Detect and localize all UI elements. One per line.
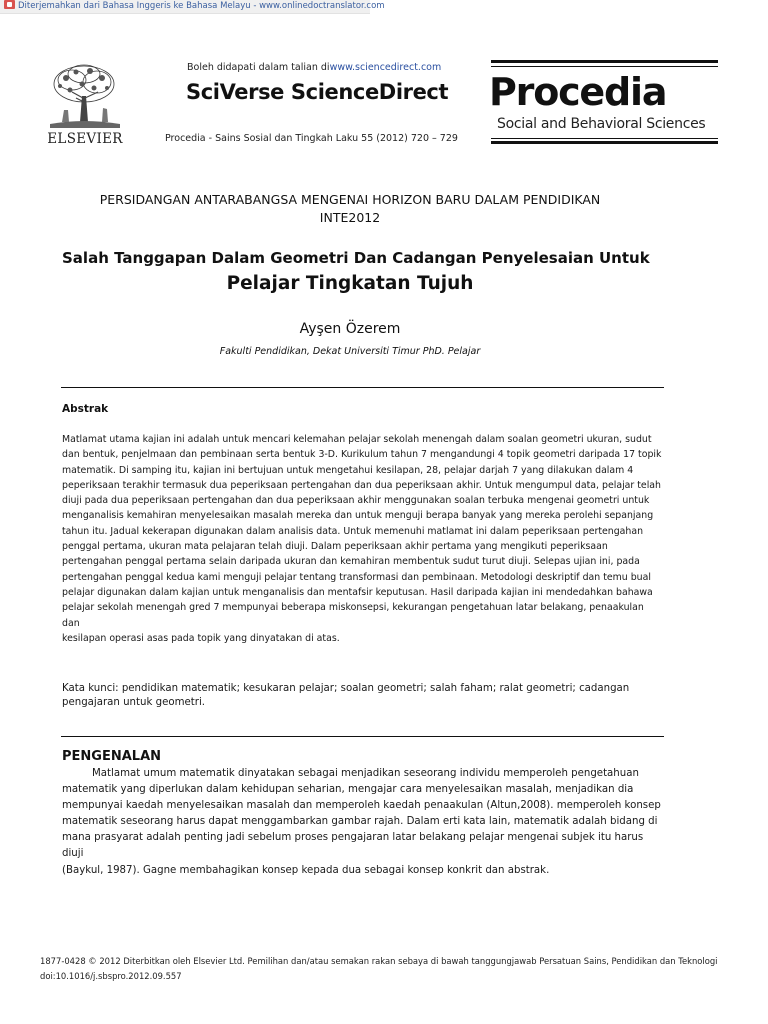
procedia-bottom-rule-thin — [491, 138, 718, 139]
procedia-top-rule-thin — [491, 66, 718, 67]
elsevier-wordmark: ELSEVIER — [47, 131, 123, 147]
introduction-heading: PENGENALAN — [62, 749, 162, 764]
abstract-line: pertengahan penggal pertama selain daripada ukuran dan kemahiran membentuk sudut turut diuji. Selepas ujian ini, pada — [62, 556, 640, 568]
abstract-line: peperiksaan terakhir termasuk dua peperiksaan pertengahan dan dua peperiksaan akhir. Untuk mengumpul data, pelajar telah — [62, 479, 661, 491]
sciverse-logo: SciVerse ScienceDirect — [186, 80, 449, 104]
abstract-line: pertengahan penggal kedua kami menguji pelajar tentang transformasi dan pembinaan. Metodologi deskriptif dan temu bual — [62, 571, 651, 583]
divider-bottom — [61, 736, 664, 737]
introduction-line: mempunyai kaedah menyelesaikan masalah dan memperoleh kaedah penaakulan (Altun,2008). memperoleh konsep — [62, 800, 661, 812]
introduction-line-first: Matlamat umum matematik dinyatakan sebagai menjadikan seseorang individu memperoleh pengetahuan — [92, 768, 639, 779]
procedia-logo: Procedia — [489, 70, 667, 114]
abstract-heading: Abstrak — [62, 403, 109, 415]
footer — [40, 954, 740, 984]
abstract-line: dan bentuk, penjelmaan dan pembinaan serta bentuk 3-D. Kurikulum tahun 7 mengandungi 4 topik geometri daripada 17 topik — [62, 449, 662, 461]
translator-banner-text[interactable]: Diterjemahkan dari Bahasa Inggeris ke Bahasa Melayu - www.onlinedoctranslator.com — [18, 1, 385, 11]
introduction-line: matematik yang diperlukan dalam kehidupan seharian, mengajar cara menyelesaikan masalah, menjadikan dia — [62, 784, 634, 796]
conference-title — [60, 191, 640, 227]
sciencedirect-link[interactable]: www.sciencedirect.com — [329, 62, 442, 73]
abstract-line: menganalisis kemahiran menyelesaikan masalah mereka dan untuk menguji berapa banyak yang mereka perolehi sepanjang — [62, 510, 654, 522]
procedia-bottom-rule — [491, 141, 718, 144]
abstract-line: tahun itu. Jadual kekerapan digunakan dalam analisis data. Untuk memenuhi matlamat ini dalam peperiksaan pertengahan — [62, 525, 644, 537]
availability-prefix: Boleh didapati dalam talian di — [187, 62, 330, 73]
introduction-line: (Baykul, 1987). Gagne membahagikan konsep kepada dua sebagai konsep konkrit dan abstrak. — [62, 864, 550, 876]
availability-line — [187, 62, 441, 73]
footer-copyright: 1877-0428 © 2012 Diterbitkan oleh Elsevier Ltd. Pemilihan dan/atau semakan rakan sebaya di bawah tanggungjawab Persatuan Sains, Pendidikan dan Teknologi — [40, 956, 718, 966]
pdf-translate-icon — [4, 0, 15, 9]
elsevier-tree-icon — [42, 62, 126, 132]
abstract-body — [62, 432, 662, 646]
translator-banner[interactable] — [0, 0, 385, 14]
introduction-body — [62, 766, 662, 879]
introduction-line: mana prasyarat adalah penting jadi sebelum proses pengajaran latar belakang pelajar mengenai subjek itu harus diuji — [62, 832, 644, 860]
footer-doi: doi:10.1016/j.sbspro.2012.09.557 — [40, 971, 182, 981]
abstract-line: diuji pada dua peperiksaan pertengahan dan dua peperiksaan akhir menggunakan soalan terbuka mengenai geometri untuk — [62, 495, 650, 507]
keywords-line-2: pengajaran untuk geometri. — [62, 696, 206, 708]
paper-title-line-2: Pelajar Tingkatan Tujuh — [226, 273, 474, 294]
abstract-line: Matlamat utama kajian ini adalah untuk mencari kelemahan pelajar sekolah menengah dalam soalan geometri ukuran, sudut — [62, 434, 652, 445]
author-name: Ayşen Özerem — [299, 321, 401, 337]
abstract-line: kesilapan operasi asas pada topik yang dinyatakan di atas. — [62, 632, 340, 644]
divider-top — [61, 387, 664, 388]
abstract-line: pelajar sekolah menengah gred 7 mempunyai beberapa miskonsepsi, kekurangan pengetahuan latar belakang, penaakulan dan — [62, 602, 644, 629]
conference-line-1: PERSIDANGAN ANTARABANGSA MENGENAI HORIZON BARU DALAM PENDIDIKAN — [99, 192, 601, 207]
keywords-line-1: Kata kunci: pendidikan matematik; kesukaran pelajar; soalan geometri; salah faham; ralat geometri; cadangan — [62, 683, 630, 694]
conference-line-2: INTE2012 — [319, 210, 381, 225]
paper-title-line-1: Salah Tanggapan Dalam Geometri Dan Cadangan Penyelesaian Untuk — [62, 249, 650, 267]
abstract-line: penggal pertama, ukuran mata pelajaran telah diuji. Dalam peperiksaan akhir pertama yang mengikuti peperiksaan — [62, 541, 608, 553]
author-affiliation: Fakulti Pendidikan, Dekat Universiti Timur PhD. Pelajar — [219, 346, 481, 357]
keywords — [62, 682, 662, 709]
abstract-line: pelajar digunakan dalam kajian untuk menganalisis dan mentafsir keputusan. Hasil daripada kajian ini mendedahkan bahawa — [62, 586, 653, 598]
journal-citation: Procedia - Sains Sosial dan Tingkah Laku 55 (2012) 720 – 729 — [165, 133, 458, 144]
procedia-subtitle: Social and Behavioral Sciences — [497, 116, 706, 132]
procedia-top-rule — [491, 60, 718, 63]
abstract-line: matematik. Di samping itu, kajian ini bertujuan untuk mengetahui kesilapan, 28, pelajar darjah 7 yang dilakukan dalam 4 — [62, 464, 634, 476]
introduction-line: matematik seseorang harus dapat menggambarkan gambar rajah. Dalam erti kata lain, matematik adalah bidang di — [62, 816, 658, 828]
